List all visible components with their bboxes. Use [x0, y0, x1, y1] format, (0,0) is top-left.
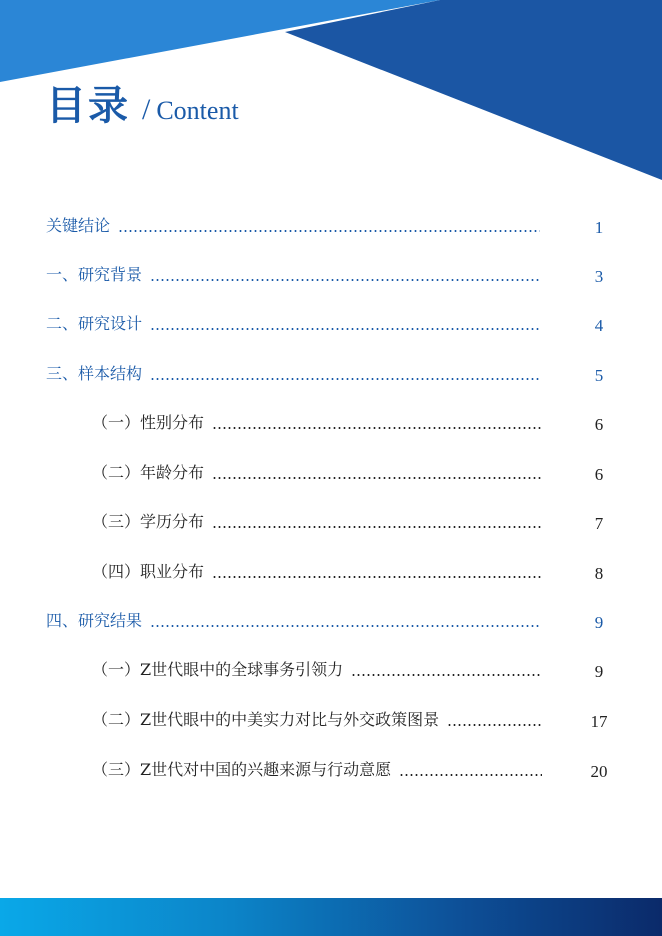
toc-entry[interactable]: [0, 459, 662, 483]
toc-entry-page: 9: [594, 662, 604, 681]
toc-entry[interactable]: [0, 607, 662, 631]
toc-entry[interactable]: [0, 558, 662, 582]
dot-leader: [212, 576, 542, 578]
toc-entry-page: 8: [594, 564, 604, 583]
toc-entry[interactable]: [0, 756, 662, 780]
toc-entry[interactable]: [0, 212, 662, 236]
toc-entry[interactable]: [0, 261, 662, 285]
dot-leader: [212, 526, 542, 528]
toc-entry-label: 关键结论: [46, 215, 111, 235]
dark-blue-banner-shape: [285, 0, 662, 180]
toc-entry-page: 6: [594, 465, 604, 484]
toc-entry-label: （二）Z世代眼中的中美实力对比与外交政策图景: [92, 709, 440, 729]
dot-leader: [447, 724, 542, 726]
title-separator: /: [142, 93, 151, 126]
toc-entry[interactable]: [0, 508, 662, 532]
footer-gradient-bar: [0, 898, 662, 936]
toc-entry-page: 1: [594, 218, 604, 237]
title-chinese: 目录: [46, 82, 130, 129]
toc-entry[interactable]: [0, 656, 662, 680]
toc-entry-label: （三）学历分布: [92, 511, 205, 531]
dot-leader: [150, 279, 540, 281]
toc-entry[interactable]: [0, 706, 662, 730]
toc-entry-label: 二、研究设计: [46, 313, 143, 333]
dot-leader: [118, 230, 540, 232]
toc-entry-page: 7: [594, 514, 604, 533]
toc-entry-label: 四、研究结果: [46, 610, 143, 630]
dot-leader: [212, 427, 542, 429]
toc-entry-page: 20: [590, 762, 608, 781]
toc-entry-label: （三）Z世代对中国的兴趣来源与行动意愿: [92, 759, 392, 779]
dot-leader: [399, 774, 542, 776]
toc-entry[interactable]: [0, 360, 662, 384]
toc-entry[interactable]: [0, 409, 662, 433]
toc-entry-label: （一）性别分布: [92, 412, 205, 432]
dot-leader: [212, 477, 542, 479]
toc-entry-page: 6: [594, 415, 604, 434]
toc-entry-page: 9: [594, 613, 604, 632]
toc-entry-page: 5: [594, 366, 604, 385]
toc-entry-label: （二）年龄分布: [92, 462, 205, 482]
toc-entry-label: （四）职业分布: [92, 561, 205, 581]
dot-leader: [150, 328, 540, 330]
toc-entry-label: （一）Z世代眼中的全球事务引领力: [92, 659, 344, 679]
toc-entry-page: 17: [590, 712, 608, 731]
dot-leader: [351, 674, 542, 676]
toc-entry[interactable]: [0, 310, 662, 334]
dot-leader: [150, 625, 540, 627]
page-title: [46, 82, 239, 129]
title-english: Content: [156, 96, 239, 125]
toc-entry-label: 一、研究背景: [46, 264, 143, 284]
toc-entry-page: 4: [594, 316, 604, 335]
dot-leader: [150, 378, 540, 380]
toc-entry-label: 三、样本结构: [46, 363, 143, 383]
toc-entry-page: 3: [594, 267, 604, 286]
